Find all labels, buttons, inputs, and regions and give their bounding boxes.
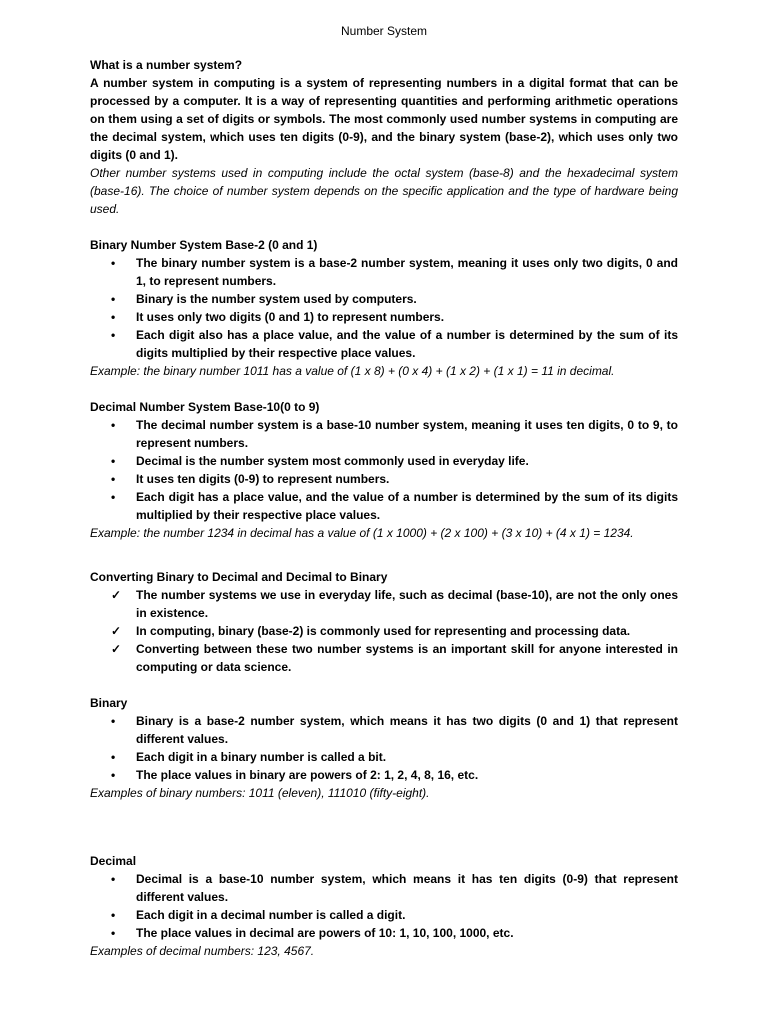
bullet-icon: • — [111, 908, 116, 922]
list-item: • The binary number system is a base-2 number system, meaning it uses only two digits, 0 and 1, to represent numbers. — [111, 256, 678, 288]
section-heading-decimal-system: Decimal Number System Base-10(0 to 9) — [90, 400, 320, 414]
bullet-icon: • — [111, 714, 116, 728]
list-item: • It uses only two digits (0 and 1) to represent numbers. — [111, 310, 445, 324]
list-item: • Each digit in a binary number is called a bit. — [111, 750, 387, 764]
checkmark-icon: ✓ — [111, 624, 122, 638]
bullet-icon: • — [111, 872, 116, 886]
intro-note: Other number systems used in computing include the octal system (base-8) and the hexadecimal system (base-16). The choice of number system depends on the specific application and the type of hardware being used. — [90, 166, 678, 216]
page-title: Number System — [340, 24, 428, 38]
bullet-icon: • — [111, 926, 116, 940]
bullet-icon: • — [111, 292, 116, 306]
bullet-icon: • — [111, 454, 116, 468]
section-heading-binary-system: Binary Number System Base-2 (0 and 1) — [90, 238, 318, 252]
list-item: • Each digit also has a place value, and the value of a number is determined by the sum of its digits multiplied by their respective place values. — [111, 328, 678, 360]
list-item: • It uses ten digits (0-9) to represent numbers. — [111, 472, 390, 486]
decimal-system-list — [90, 416, 678, 524]
checkmark-icon: ✓ — [111, 588, 122, 602]
list-item: • Decimal is the number system most commonly used in everyday life. — [111, 454, 529, 468]
list-item: • Each digit in a decimal number is called a digit. — [111, 908, 406, 922]
section-heading-what-is: What is a number system? — [90, 58, 243, 72]
binary-example: Example: the binary number 1011 has a value of (1 x 8) + (0 x 4) + (1 x 2) + (1 x 1) = 11 in decimal. — [90, 364, 615, 378]
list-item: ✓ Converting between these two number systems is an important skill for anyone interested in computing or data science. — [111, 642, 678, 674]
bullet-icon: • — [111, 768, 116, 782]
section-heading-converting: Converting Binary to Decimal and Decimal to Binary — [90, 570, 388, 584]
bullet-icon: • — [111, 310, 116, 324]
bullet-icon: • — [111, 256, 116, 270]
decimal-example: Example: the number 1234 in decimal has a value of (1 x 1000) + (2 x 100) + (3 x 10) + (4 x 1) = 1234. — [90, 526, 634, 540]
binary-list — [90, 712, 678, 784]
list-item: • The place values in binary are powers of 2: 1, 2, 4, 8, 16, etc. — [111, 768, 479, 782]
checkmark-icon: ✓ — [111, 642, 122, 656]
section-heading-binary: Binary — [90, 696, 128, 710]
list-item: ✓ The number systems we use in everyday life, such as decimal (base-10), are not the only ones in existence. — [111, 588, 678, 620]
list-item: • The decimal number system is a base-10 number system, meaning it uses ten digits, 0 to 9, to represent numbers. — [111, 418, 678, 450]
list-item: • Each digit has a place value, and the value of a number is determined by the sum of its digits multiplied by their respective place values. — [111, 490, 678, 522]
binary-system-list — [90, 254, 678, 362]
list-item: ✓ In computing, binary (base-2) is commonly used for representing and processing data. — [111, 624, 631, 638]
intro-paragraph: A number system in computing is a system of representing numbers in a digital format that can be processed by a computer. It is a way of representing quantities and performing arithmetic operations on them using a set of digits or symbols. The most commonly used number systems in computing are the decimal system, which uses ten digits (0-9), and the binary system (base-2), which uses only two digits (0 and 1). — [90, 76, 678, 162]
list-item: • Binary is a base-2 number system, which means it has two digits (0 and 1) that represent different values. — [111, 714, 678, 746]
bullet-icon: • — [111, 328, 116, 342]
binary-examples: Examples of binary numbers: 1011 (eleven), 111010 (fifty-eight). — [90, 786, 430, 800]
bullet-icon: • — [111, 490, 116, 504]
converting-list — [90, 586, 678, 676]
decimal-examples: Examples of decimal numbers: 123, 4567. — [90, 944, 315, 958]
list-item: • Decimal is a base-10 number system, which means it has ten digits (0-9) that represent different values. — [111, 872, 678, 904]
list-item: • Binary is the number system used by computers. — [111, 292, 417, 306]
decimal-list — [90, 870, 678, 942]
bullet-icon: • — [111, 418, 116, 432]
bullet-icon: • — [111, 472, 116, 486]
list-item: • The place values in decimal are powers of 10: 1, 10, 100, 1000, etc. — [111, 926, 514, 940]
bullet-icon: • — [111, 750, 116, 764]
section-heading-decimal: Decimal — [90, 854, 137, 868]
